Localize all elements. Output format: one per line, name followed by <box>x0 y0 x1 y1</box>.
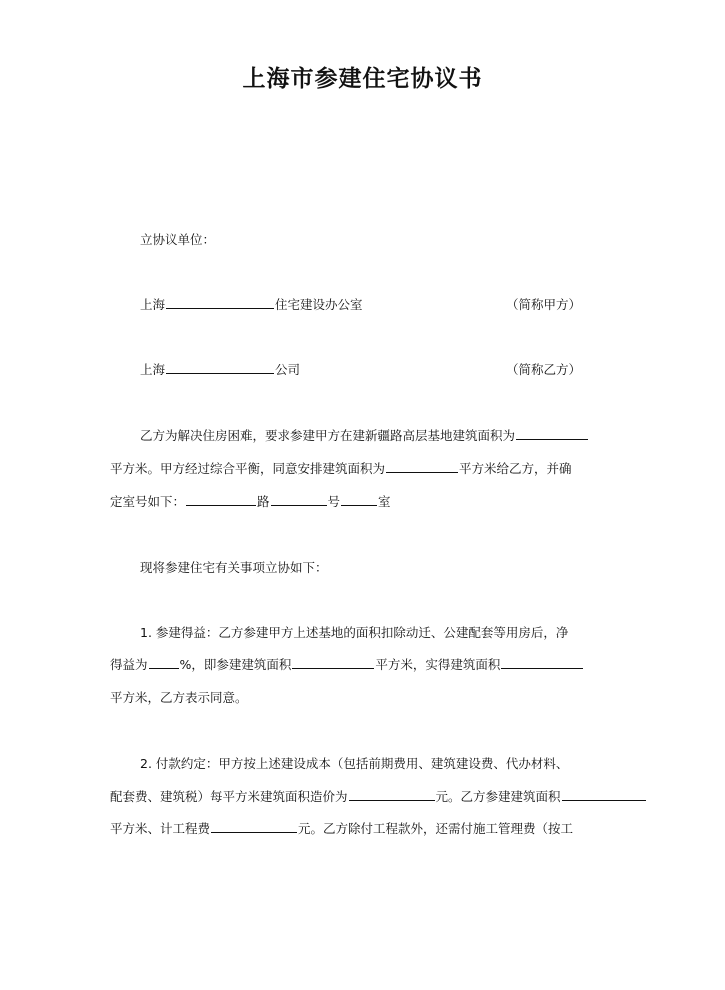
engineering-fee-blank <box>211 820 297 833</box>
clause-1-line-2 <box>110 656 584 674</box>
clause-2-line-1: 2. 付款约定：甲方按上述建设成本（包括前期费用、建筑建设费、代办材料、 <box>140 756 569 771</box>
party-a-prefix: 上海 <box>140 297 166 312</box>
participating-area-blank <box>292 656 374 669</box>
intro-line-1 <box>140 427 589 445</box>
road-blank <box>186 493 256 506</box>
actual-area-blank <box>501 656 583 669</box>
intro-line-2 <box>110 460 572 478</box>
clause-1-text-2c: 平方米，实得建筑面积 <box>375 657 501 672</box>
agreement-lead: 现将参建住宅有关事项立协如下： <box>140 560 328 575</box>
intro-text-3a: 定室号如下： <box>110 494 186 509</box>
clause-2-line-2 <box>110 788 647 806</box>
intro-text-road: 路 <box>257 494 270 509</box>
party-a-note: （简称甲方） <box>506 297 582 312</box>
room-blank <box>341 493 377 506</box>
clause-2-text-2a: 配套费、建筑税）每平方米建筑面积造价为 <box>110 789 348 804</box>
clause-2-text-2b: 元。乙方参建建筑面积 <box>435 789 561 804</box>
party-b-line <box>140 361 300 379</box>
clause-1-line-3: 平方米，乙方表示同意。 <box>110 690 248 705</box>
clause-2-text-3a: 平方米、计工程费 <box>110 821 211 836</box>
party-b-name-blank <box>166 361 274 374</box>
intro-text-2a: 平方米。甲方经过综合平衡，同意安排建筑面积为 <box>110 461 386 476</box>
party-b-prefix: 上海 <box>140 362 166 377</box>
net-gain-percent-blank <box>149 656 179 669</box>
party-a-suffix: 住宅建设办公室 <box>275 297 363 312</box>
allocated-area-blank <box>386 460 458 473</box>
clause-2-text-3b: 元。乙方除付工程款外，还需付施工管理费（按工 <box>298 821 574 836</box>
intro-line-3 <box>110 493 391 511</box>
document-title: 上海市参建住宅协议书 <box>242 66 483 92</box>
intro-text-2b: 平方米给乙方，并确 <box>459 461 572 476</box>
number-blank <box>271 493 327 506</box>
clause-2-area-blank <box>562 788 646 801</box>
clause-1-text-2b: %，即参建建筑面积 <box>179 657 292 672</box>
intro-text-room: 室 <box>378 494 391 509</box>
parties-heading: 立协议单位： <box>140 232 216 247</box>
party-b-note: （简称乙方） <box>506 362 582 377</box>
party-a-name-blank <box>166 296 274 309</box>
intro-text-number: 号 <box>327 494 341 509</box>
unit-cost-blank <box>349 788 435 801</box>
clause-2-line-3 <box>110 820 573 838</box>
party-b-suffix: 公司 <box>275 362 301 377</box>
total-area-blank <box>516 427 588 440</box>
party-a-line <box>140 296 363 314</box>
clause-1-text-2a: 得益为 <box>110 657 148 672</box>
clause-1-line-1: 1. 参建得益：乙方参建甲方上述基地的面积扣除动迁、公建配套等用房后，净 <box>140 625 569 640</box>
intro-text-1: 乙方为解决住房困难，要求参建甲方在建新疆路高层基地建筑面积为 <box>140 428 516 443</box>
